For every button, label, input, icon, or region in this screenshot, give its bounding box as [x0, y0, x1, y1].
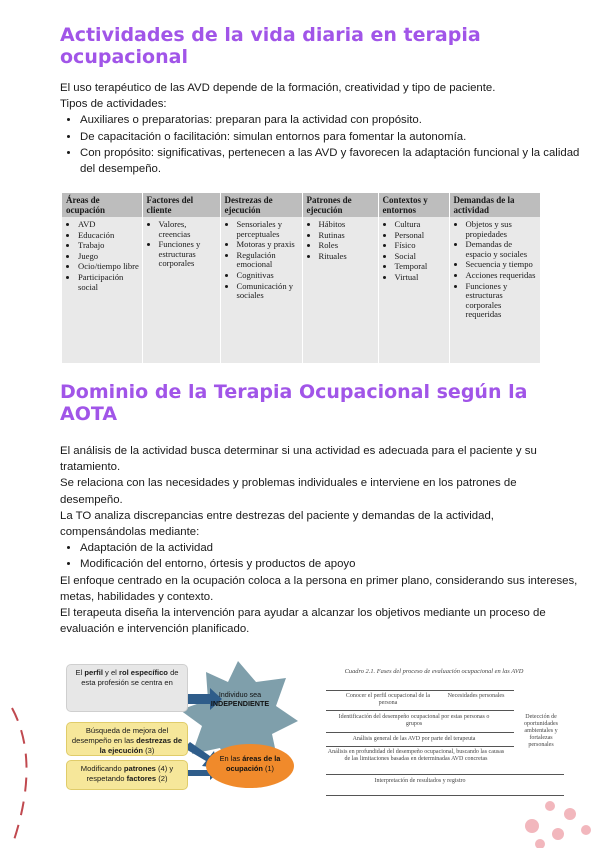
section2-title: Dominio de la Terapia Ocupacional según la AOTA — [60, 381, 528, 425]
table-item: • Educación — [78, 231, 140, 241]
column-header: Destrezas de ejecución — [220, 193, 302, 217]
table-cell — [449, 217, 540, 363]
table-cell — [378, 217, 449, 363]
table-item: • Rituales — [319, 252, 376, 262]
decorative-arc — [0, 700, 50, 848]
table-item: • Demandas de espacio y sociales — [466, 240, 538, 259]
column-header: Demandas de la actividad — [449, 193, 540, 217]
figure-title: Cuadro 2.1. Fases del proceso de evaluación ocupacional en las AVD — [344, 668, 524, 675]
table-item: • Acciones requeridas — [466, 271, 538, 281]
section2-body — [60, 443, 580, 637]
divider — [326, 732, 514, 733]
table-item: • Temporal — [395, 262, 447, 272]
table-cell — [62, 217, 142, 363]
list-item: • Con propósito: significativas, pertenecen a las AVD y favorecen la adaptación funcional y la calidad del desempeño. — [80, 145, 580, 177]
table-item: • Funciones y estructuras corporales requeridas — [466, 282, 538, 320]
table-item: • Personal — [395, 231, 447, 241]
table-cell — [142, 217, 220, 363]
table-item: • AVD — [78, 220, 140, 230]
column-header: Áreas de ocupación — [62, 193, 142, 217]
table-cell — [220, 217, 302, 363]
modify-patterns-box: Modificando patrones (4) y respetando factores (2) — [66, 760, 188, 790]
phase-row: Identificación del desempeño ocupacional por estas personas o grupos — [338, 714, 490, 727]
table-item: • Juego — [78, 252, 140, 262]
column-header: Factores del cliente — [142, 193, 220, 217]
activity-types-list — [60, 112, 580, 177]
table-item: • Cultura — [395, 220, 447, 230]
profile-box: El perfil y el rol específico de esta profesión se centra en — [66, 664, 188, 712]
table-item: • Secuencia y tiempo — [466, 260, 538, 270]
table-item: • Funciones y estructuras corporales — [159, 240, 218, 269]
decorative-dots — [510, 800, 600, 848]
compensation-methods-list — [60, 540, 580, 572]
table-item: • Hábitos — [319, 220, 376, 230]
column-header: Contextos y entornos — [378, 193, 449, 217]
independent-star-label: Individuo sea INDEPENDIENTE — [210, 690, 270, 708]
column-header: Patrones de ejecución — [302, 193, 378, 217]
ot-focus-diagram — [60, 658, 310, 793]
types-label: Tipos de actividades: — [60, 98, 167, 111]
table-item: • Objetos y sus propiedades — [466, 220, 538, 239]
section1-title: Actividades de la vida diaria en terapia ocupacional — [60, 24, 481, 68]
table-item: • Social — [395, 252, 447, 262]
divider — [326, 710, 514, 711]
section1-body — [60, 80, 580, 177]
aota-domain-table — [62, 193, 541, 363]
divider — [326, 795, 564, 796]
table-item: • Sensoriales y perceptuales — [237, 220, 300, 239]
table-item: • Ocio/tiempo libre — [78, 262, 140, 272]
paragraph: El análisis de la actividad busca determinar si una actividad es adecuada para el paciente y su tratamiento. — [60, 445, 537, 474]
table-cell — [302, 217, 378, 363]
phase-row: Análisis en profundidad del desempeño ocupacional, buscando las causas de las limitaciones basadas en determinadas AVD concretas — [327, 749, 505, 762]
table-item: • Roles — [319, 241, 376, 251]
divider — [326, 746, 514, 747]
table-header-row — [62, 193, 540, 217]
table-item: • Motoras y praxis — [237, 240, 300, 250]
phase-row: Necesidades personales — [447, 693, 505, 699]
paragraph: El enfoque centrado en la ocupación coloca a la persona en primer plano, considerando sus intereses, metas, habilidades y contexto. — [60, 574, 578, 603]
table-item: • Cognitivas — [237, 271, 300, 281]
list-item: • Auxiliares o preparatorias: preparan para la actividad con propósito. — [80, 112, 580, 128]
list-item: • Adaptación de la actividad — [80, 540, 580, 556]
table-item: • Rutinas — [319, 231, 376, 241]
table-item: • Físico — [395, 241, 447, 251]
evaluation-phases-figure — [320, 668, 568, 798]
table-row — [62, 217, 540, 363]
table-item: • Trabajo — [78, 241, 140, 251]
divider — [326, 774, 564, 775]
side-note: Detección de oportunidades ambientales y fortalezas personales — [524, 714, 558, 748]
table-item: • Valores, creencias — [159, 220, 218, 239]
phase-row: Interpretación de resultados y registro — [374, 778, 466, 784]
table-item: • Participación social — [78, 273, 140, 292]
table-item: • Comunicación y sociales — [237, 282, 300, 301]
paragraph: El terapeuta diseña la intervención para ayudar a alcanzar los objetivos mediante un proceso de evaluación e intervención planificado. — [60, 607, 546, 636]
improve-skills-box: Búsqueda de mejora del desempeño en las destrezas de la ejecución (3) — [66, 722, 188, 756]
paragraph: Se relaciona con las necesidades y problemas individuales e interviene en los patrones de desempeño. — [60, 477, 517, 506]
phase-row: Conocer el perfil ocupacional de la persona — [345, 693, 431, 706]
table-item: • Virtual — [395, 273, 447, 283]
phase-row: Análisis general de las AVD por parte del terapeuta — [352, 736, 476, 742]
list-item: • Modificación del entorno, órtesis y productos de apoyo — [80, 556, 580, 572]
paragraph: La TO analiza discrepancias entre destrezas del paciente y demandas de la actividad, compensándolas mediante: — [60, 509, 494, 539]
intro-text: El uso terapéutico de las AVD depende de la formación, creatividad y tipo de paciente. — [60, 82, 496, 94]
list-item: • De capacitación o facilitación: simulan entornos para fomentar la autonomía. — [80, 129, 580, 145]
areas-oval-label: En las áreas de la ocupación (1) — [219, 754, 281, 773]
divider — [326, 690, 514, 691]
table-item: • Regulación emocional — [237, 251, 300, 270]
